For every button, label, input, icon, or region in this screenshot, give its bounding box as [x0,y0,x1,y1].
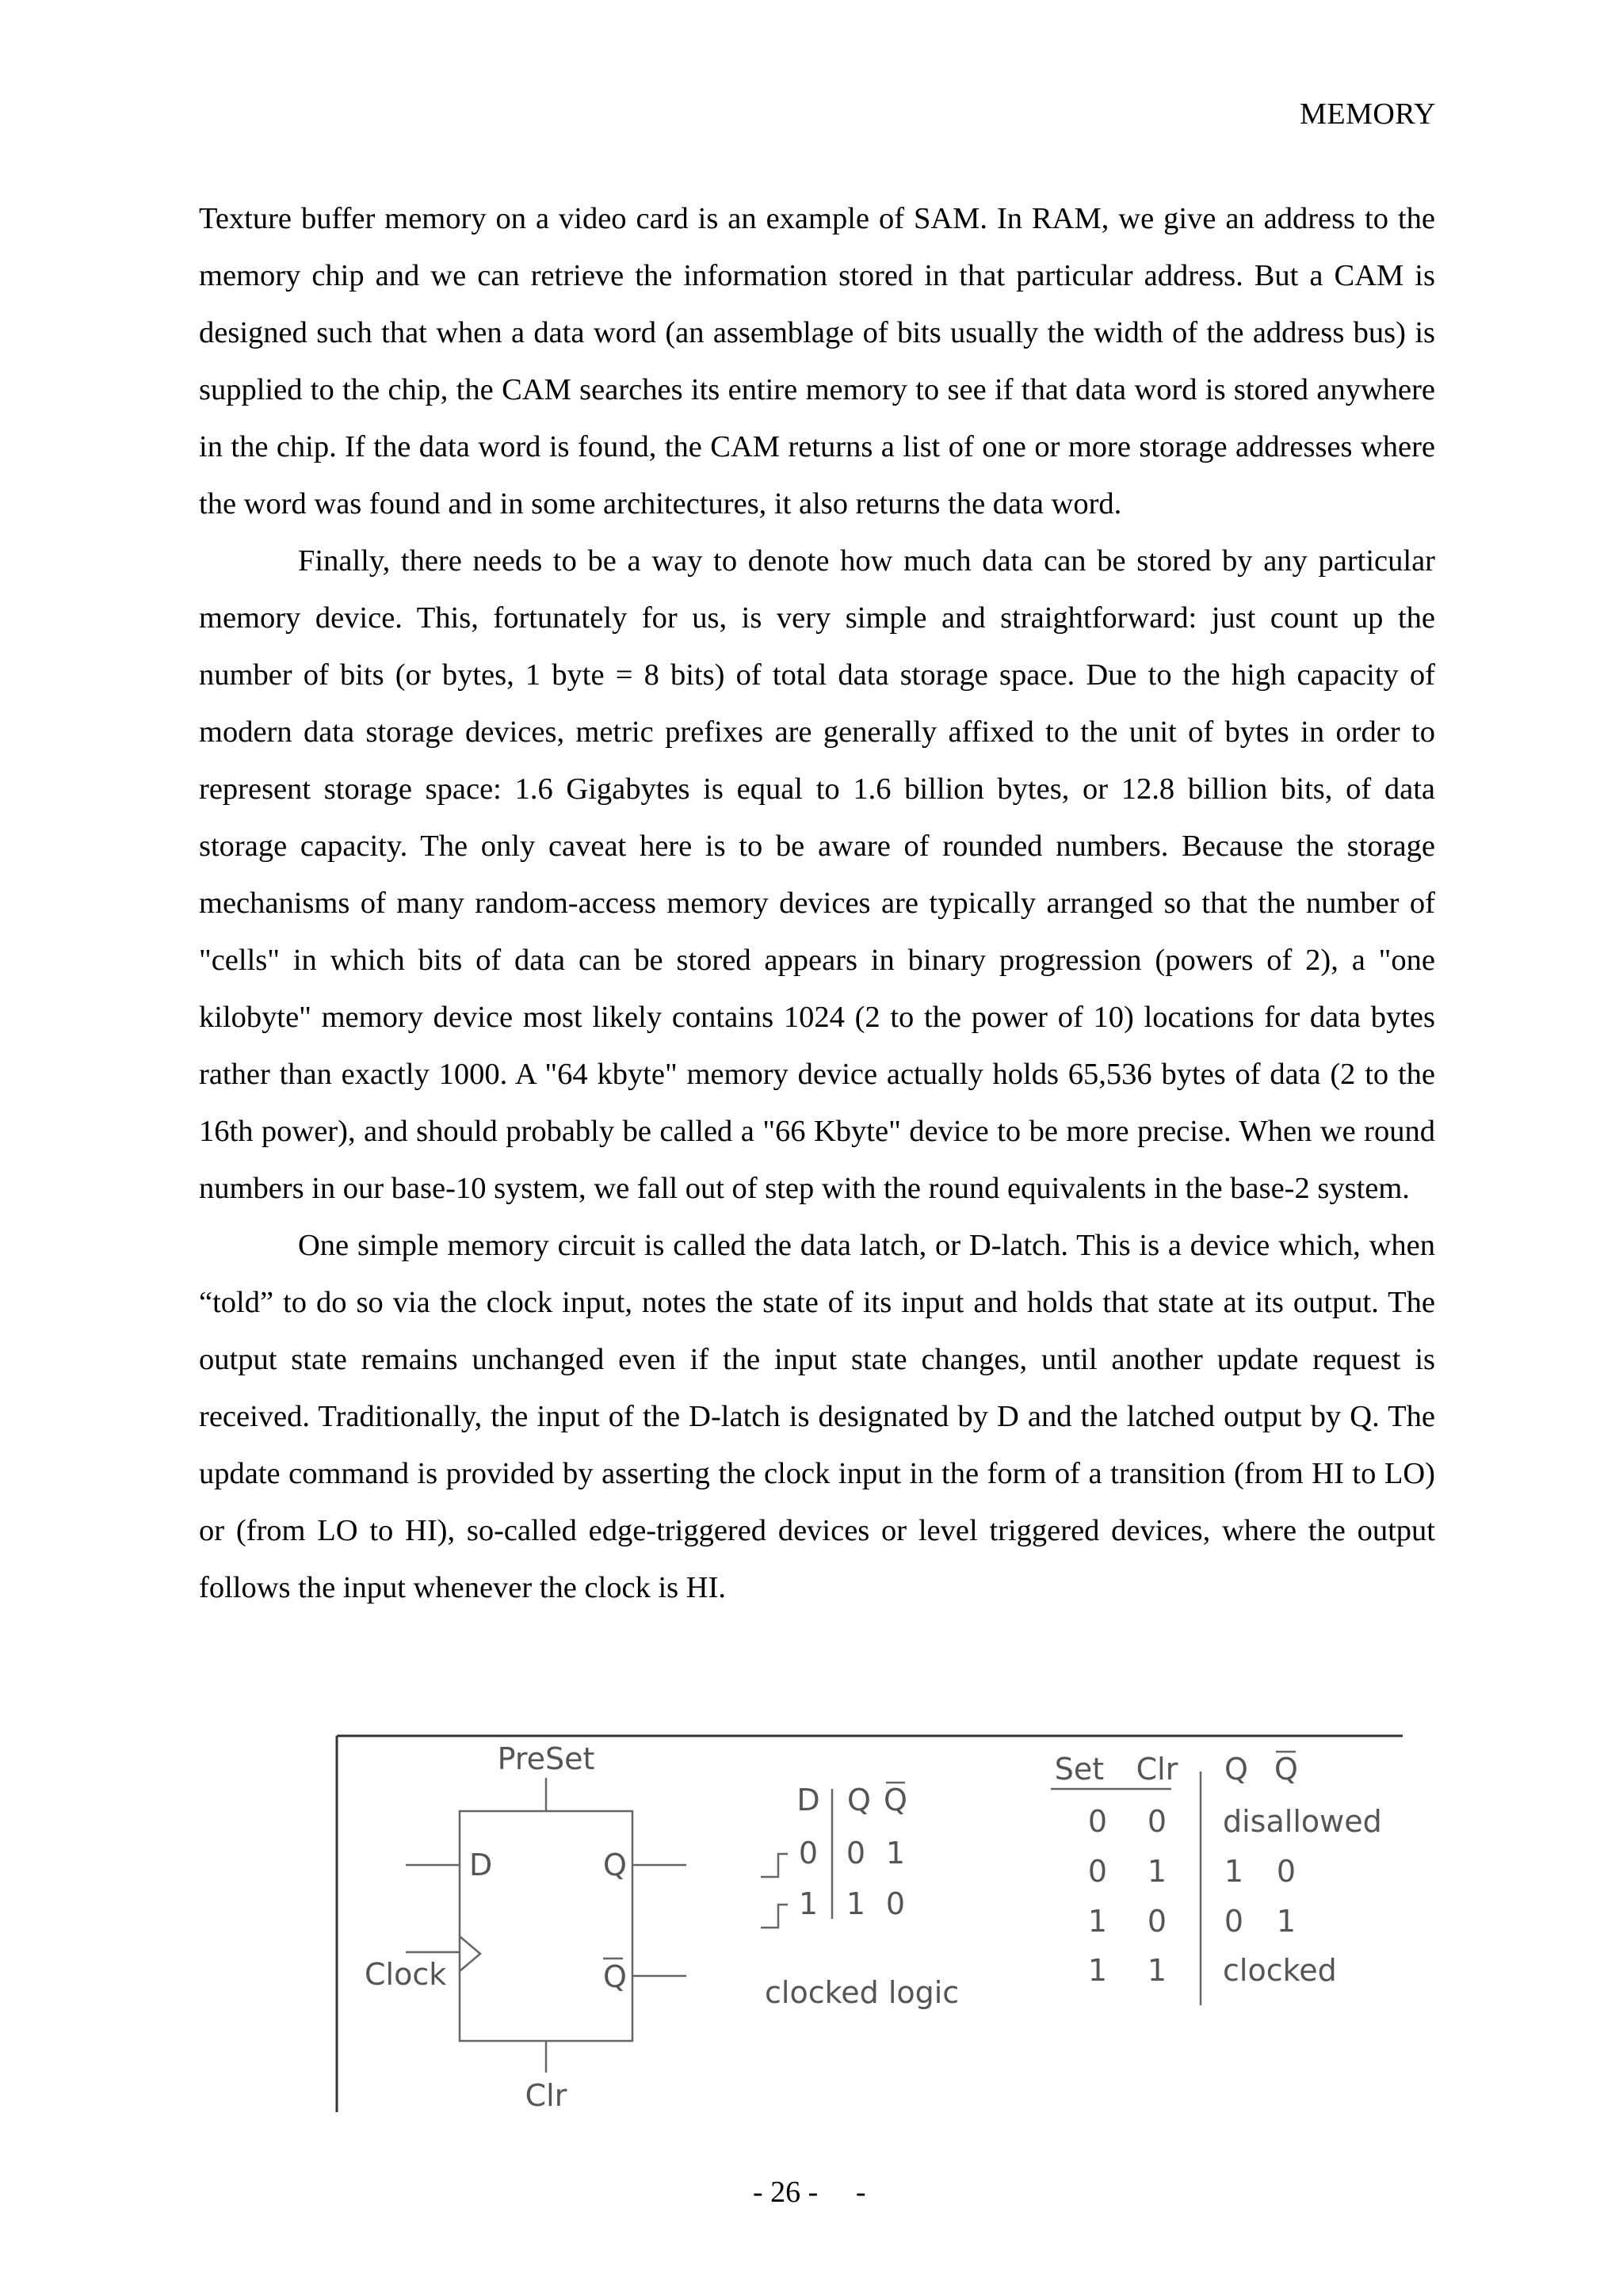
table-cell: 0 [1087,1854,1108,1889]
clr-label: Clr [525,2078,567,2113]
latch-block [460,1811,632,2041]
table-header: Q [847,1783,871,1817]
paragraph: Texture buffer memory on a video card is an example of SAM. In RAM, we give an address to the memory chip and we can retrieve the information stored in that particular address. But a CAM is designed such that when a data word (an assemblage of bits usually the width of the address bus) is supplied to the chip, the CAM searches its entire memory to see if that data word is stored anywhere in the chip. If the data word is found, the CAM returns a list of one or more storage addresses where the word was found and in some architectures, it also returns the data word. [199,202,1435,521]
table-cell: 1 [1087,1904,1108,1939]
table-header: Q [884,1783,907,1817]
table-cell: 1 [846,1886,866,1921]
body-text [199,190,1435,1616]
qbar-pin-label: Q [603,1959,627,1994]
table-cell: 0 [1276,1854,1296,1889]
d-latch-diagram [333,1732,1403,2112]
table-header: Q [1224,1752,1248,1787]
table-cell: 1 [1087,1953,1108,1988]
clock-label: Clock [365,1957,447,1992]
table-header: Clr [1136,1752,1178,1787]
table-header: Set [1054,1752,1105,1787]
paragraph: One simple memory circuit is called the data latch, or D-latch. This is a device which, when “told” to do so via the clock input, notes the state of its input and holds that state at its output. The output state remains unchanged even if the input state changes, until another update request is received. Traditionally, the input of the D-latch is designated by D and the latched output by Q. The update command is provided by asserting the clock input in the form of a transition (from HI to LO) or (from LO to HI), so-called edge-triggered devices or level triggered devices, where the output follows the input whenever the clock is HI. [199,1229,1435,1604]
table-cell: 0 [1224,1904,1244,1939]
clock-triangle-icon [460,1936,480,1971]
table-cell: 0 [798,1836,819,1871]
footer-mark: - [855,2176,866,2209]
table-caption: clocked logic [765,1975,960,2010]
preset-label: PreSet [497,1741,595,1776]
table-cell: disallowed [1223,1804,1382,1839]
paragraph: Finally, there needs to be a way to denote how much data can be stored by any particular memory device. This, fortunately for us, is very simple and straightforward: just count up the number of bits (or bytes, 1 byte = 8 bits) of total data storage space. Due to the high capacity of modern data storage devices, metric prefixes are generally affixed to the unit of bytes in order to represent storage space: 1.6 Gigabytes is equal to 1.6 billion bytes, or 12.8 billion bits, of data storage capacity. The only caveat here is to be aware of rounded numbers. Because the storage mechanisms of many random-access memory devices are typically arranged so that the number of "cells" in which bits of data can be stored appears in binary progression (powers of 2), a "one kilobyte" memory device most likely contains 1024 (2 to the power of 10) locations for data bytes rather than exactly 1000. A "64 kbyte" memory device actually holds 65,536 bytes of data (2 to the 16th power), and should probably be called a "66 Kbyte" device to be more precise. When we round numbers in our base-10 system, we fall out of step with the round equivalents in the base-2 system. [199,544,1435,1205]
d-pin-label: D [469,1848,493,1882]
running-header: MEMORY [1300,97,1436,131]
rising-edge-icon [761,1905,788,1928]
table-cell: 1 [885,1836,906,1871]
q-pin-label: Q [603,1848,627,1882]
table-cell: 1 [798,1886,819,1921]
set-clr-table [1051,1752,1382,2005]
table-cell: 0 [1147,1904,1167,1939]
table-header: Q [1274,1752,1298,1787]
table-cell: 0 [1147,1804,1167,1839]
table-cell: 1 [1147,1854,1167,1889]
table-cell: 0 [885,1886,906,1921]
d-latch-figure [333,1732,1403,2112]
table-header: D [796,1783,820,1817]
table-cell: clocked [1223,1953,1337,1988]
page-number: - 26 - [753,2176,819,2209]
table-cell: 1 [1147,1953,1167,1988]
table-cell: 1 [1224,1854,1244,1889]
table-cell: 0 [846,1836,866,1871]
page-footer [753,2175,865,2210]
clocked-logic-table [761,1783,959,2010]
table-cell: 0 [1087,1804,1108,1839]
rising-edge-icon [761,1854,788,1877]
table-cell: 1 [1276,1904,1296,1939]
